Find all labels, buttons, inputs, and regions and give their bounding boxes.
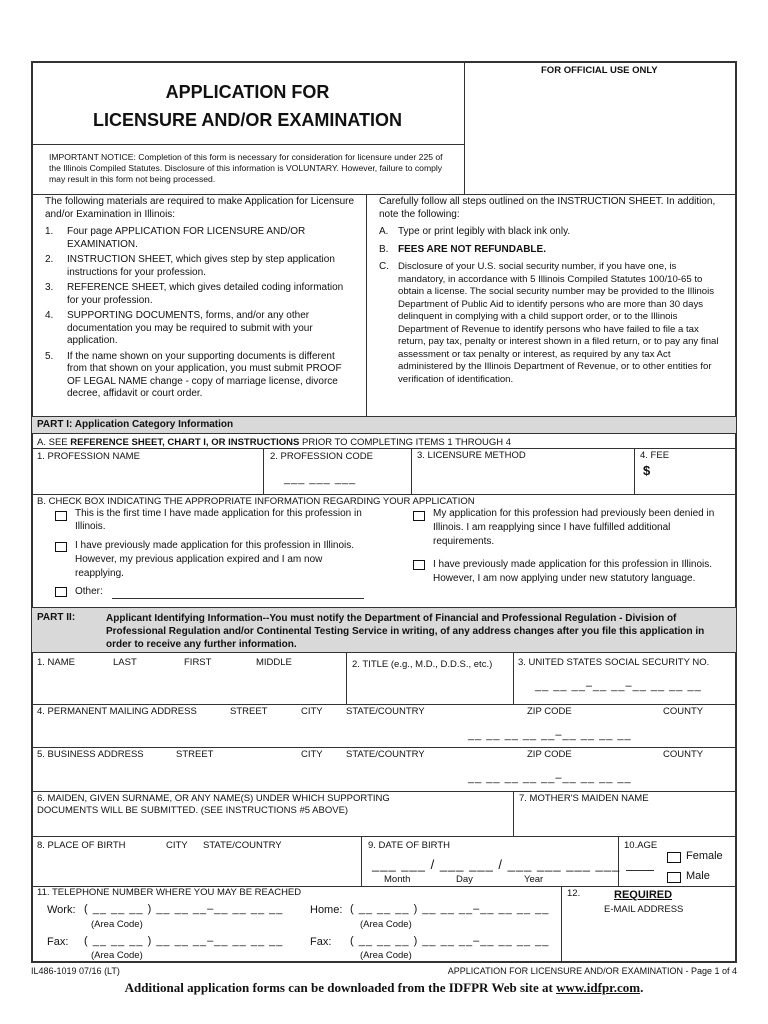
name-label: 1. NAME — [37, 657, 76, 668]
part2-label: PART II: — [37, 612, 76, 623]
profession-code-field[interactable]: ___ ___ ___ — [284, 473, 357, 485]
pob-city-label: CITY — [166, 840, 188, 851]
date-of-birth-label: 9. DATE OF BIRTH — [368, 840, 450, 851]
rule — [31, 448, 737, 449]
rule — [561, 886, 562, 962]
business-zip-field[interactable]: __ __ __ __ __–__ __ __ __ — [468, 772, 632, 784]
new-statutory-option: I have previously made application for this profession in Illinois. However, I am now applying under new statutory language. — [433, 559, 713, 584]
column-divider — [366, 194, 367, 416]
profession-name-label: 1. PROFESSION NAME — [37, 451, 140, 462]
rule — [31, 791, 737, 792]
new-statutory-checkbox[interactable] — [413, 560, 425, 570]
list-item: 3. REFERENCE SHEET, which gives detailed coding information for your profession. — [45, 282, 344, 306]
rule — [634, 448, 635, 494]
rule — [361, 836, 362, 886]
required-label: REQUIRED — [614, 889, 673, 901]
other-input-line[interactable] — [112, 598, 364, 599]
city-label: CITY — [301, 706, 323, 717]
place-of-birth-label: 8. PLACE OF BIRTH — [37, 840, 126, 851]
ssn-field[interactable]: __ __ __–__ __–__ __ __ __ — [535, 680, 702, 692]
rule — [31, 494, 737, 495]
zip-label: ZIP CODE — [527, 706, 572, 717]
rule — [31, 652, 737, 653]
fax-field[interactable]: ( __ __ __ ) __ __ __–__ __ __ __ — [84, 935, 284, 947]
list-item: A. Type or print legibly with black ink only. — [379, 226, 571, 237]
first-label: FIRST — [184, 657, 212, 668]
title-label: 2. TITLE (e.g., M.D., D.D.S., etc.) — [352, 659, 493, 670]
area-code-label: (Area Code) — [360, 950, 412, 961]
maiden-name-label: 6. MAIDEN, GIVEN SURNAME, OR ANY NAME(S) UNDER WHICH SUPPORTING DOCUMENTS WILL BE SUBMITTED. (SEE INSTRUCTIONS #5 ABOVE) — [37, 793, 390, 816]
home-phone-label: Home: — [310, 904, 343, 916]
mothers-maiden-label: 7. MOTHER'S MAIDEN NAME — [519, 793, 649, 804]
instructions-intro: Carefully follow all steps outlined on the INSTRUCTION SHEET. In addition, note the following: — [379, 196, 716, 220]
area-code-label: (Area Code) — [91, 950, 143, 961]
area-code-label: (Area Code) — [360, 919, 412, 930]
part1-instruction: A. SEE REFERENCE SHEET, CHART I, OR INSTRUCTIONS PRIOR TO COMPLETING ITEMS 1 THROUGH 4 — [37, 437, 512, 448]
day-label: Day — [456, 874, 473, 885]
pob-state-label: STATE/COUNTRY — [203, 840, 282, 851]
rule — [513, 652, 514, 704]
female-label: Female — [686, 850, 723, 862]
materials-list — [45, 196, 357, 401]
fax-label: Fax: — [47, 936, 69, 948]
rule — [31, 433, 737, 434]
permanent-zip-field[interactable]: __ __ __ __ __–__ __ __ __ — [468, 729, 632, 741]
reapply-expired-checkbox[interactable] — [55, 542, 67, 552]
age-label: 10.AGE — [624, 840, 658, 851]
street-label: STREET — [230, 706, 268, 717]
rule — [263, 448, 264, 494]
date-of-birth-field[interactable]: ___ ___ / ___ ___ / ___ ___ ___ ___ — [372, 857, 621, 872]
state-label: STATE/COUNTRY — [346, 749, 425, 760]
rule — [31, 836, 737, 837]
list-item: 2. INSTRUCTION SHEET, which gives step by step application instructions for your profession. — [45, 254, 335, 278]
official-divider — [464, 61, 465, 195]
female-checkbox[interactable] — [667, 852, 681, 863]
list-item: 1. Four page APPLICATION FOR LICENSURE AND/OR EXAMINATION. — [45, 226, 306, 250]
work-phone-label: Work: — [47, 904, 76, 916]
important-notice: IMPORTANT NOTICE: Completion of this form is necessary for consideration for licensure under 225 of the Illinois Compiled Statutes. Disclosure of this information is VOLUNTARY. However, failure to comply may result in this form not being processed. — [49, 152, 443, 184]
reapply-expired-option: I have previously made application for this profession in Illinois. However, my previous application expired and I am now reapplying. — [75, 540, 355, 579]
item-12-number: 12. — [567, 888, 581, 899]
licensure-method-label: 3. LICENSURE METHOD — [417, 450, 526, 461]
fax-field-2[interactable]: ( __ __ __ ) __ __ __–__ __ __ __ — [350, 935, 550, 947]
denied-reapply-checkbox[interactable] — [413, 511, 425, 521]
city-label: CITY — [301, 749, 323, 760]
idfpr-link[interactable]: www.idfpr.com — [556, 980, 641, 995]
materials-intro: The following materials are required to make Application for Licensure and/or Examination in Illinois: — [45, 196, 355, 220]
part2-heading: Applicant Identifying Information--You must notify the Department of Financial and Professional Regulation - Division of Professional Regulation and/or Continental Testing Service in writing, of any address changes after you file this application in order to receive any further information. — [106, 613, 705, 650]
page-footer: APPLICATION FOR LICENSURE AND/OR EXAMINATION - Page 1 of 4 — [447, 966, 737, 976]
profession-code-label: 2. PROFESSION CODE — [270, 451, 373, 462]
county-label: COUNTY — [663, 749, 704, 760]
denied-reapply-option: My application for this profession had previously been denied in Illinois. I am reapplying since I have fulfilled additional requirements. — [433, 508, 715, 547]
street-label: STREET — [176, 749, 214, 760]
county-label: COUNTY — [663, 706, 704, 717]
fee-symbol: $ — [643, 463, 651, 478]
permanent-address-label: 4. PERMANENT MAILING ADDRESS — [37, 706, 197, 717]
last-label: LAST — [113, 657, 137, 668]
age-input-line[interactable] — [626, 870, 654, 871]
fax-label: Fax: — [310, 936, 332, 948]
business-address-label: 5. BUSINESS ADDRESS — [37, 749, 144, 760]
rule — [411, 448, 412, 494]
rule — [31, 416, 737, 417]
list-item: 5. If the name shown on your supporting documents is different from that shown on your application, you must submit PROOF OF LEGAL NAME change - copy of marriage license, divorce decree, affidavit or court order. — [45, 350, 342, 399]
rule — [31, 747, 737, 748]
zip-label: ZIP CODE — [527, 749, 572, 760]
male-checkbox[interactable] — [667, 872, 681, 883]
first-time-checkbox[interactable] — [55, 511, 67, 521]
download-note: Additional application forms can be downloaded from the IDFPR Web site at www.idfpr.com. — [124, 980, 644, 995]
area-code-label: (Area Code) — [91, 919, 143, 930]
rule — [513, 791, 514, 836]
rule — [31, 607, 737, 608]
instructions-list — [379, 196, 726, 386]
other-option: Other: — [75, 586, 103, 597]
rule — [346, 652, 347, 704]
male-label: Male — [686, 870, 710, 882]
header-bottom-line — [31, 194, 737, 195]
fee-label: 4. FEE — [640, 450, 670, 461]
form-code: IL486-1019 07/16 (LT) — [31, 966, 120, 976]
other-checkbox[interactable] — [55, 587, 67, 597]
email-label: E-MAIL ADDRESS — [604, 904, 684, 915]
list-item: B. FEES ARE NOT REFUNDABLE. — [379, 243, 546, 255]
part1-heading: PART I: Application Category Information — [37, 419, 234, 430]
first-time-option: This is the first time I have made application for this profession in Illinois. — [75, 508, 362, 532]
telephone-label: 11. TELEPHONE NUMBER WHERE YOU MAY BE REACHED — [37, 887, 302, 898]
list-item: C. Disclosure of your U.S. social security number, if you have one, is mandatory, in accordance with 5 Illinois Compiled Statutes 100/10-65 to obtain a license. The social security number may be provided to the Illinois Department of Public Aid to identify persons who are more than 30 days delinquent in complying with a child support order, or to the Illinois Department of Revenue to identify persons who have failed to file a tax return, pay tax, penalty or interest shown in a filed return, or to pay any final assessment or tax penalty or interest, as required by any tax Act administered by the Illinois Department of Revenue, or to other entities for verification of identification. — [379, 261, 719, 385]
month-label: Month — [384, 874, 411, 885]
home-phone-field[interactable]: ( __ __ __ ) __ __ __–__ __ __ __ — [350, 903, 550, 915]
list-item: 4. SUPPORTING DOCUMENTS, forms, and/or any other documentation you may be required to submit with your application. — [45, 310, 313, 346]
part1-b-heading: B. CHECK BOX INDICATING THE APPROPRIATE INFORMATION REGARDING YOUR APPLICATION — [37, 496, 475, 507]
page-title: APPLICATION FOR LICENSURE AND/OR EXAMINATION — [92, 82, 402, 130]
rule — [31, 704, 737, 705]
state-label: STATE/COUNTRY — [346, 706, 425, 717]
work-phone-field[interactable]: ( __ __ __ ) __ __ __–__ __ __ __ — [84, 903, 284, 915]
official-use-label: FOR OFFICIAL USE ONLY — [541, 65, 658, 76]
middle-label: MIDDLE — [256, 657, 292, 668]
year-label: Year — [524, 874, 544, 885]
ssn-label: 3. UNITED STATES SOCIAL SECURITY NO. — [518, 657, 710, 668]
title-divider — [31, 144, 465, 145]
